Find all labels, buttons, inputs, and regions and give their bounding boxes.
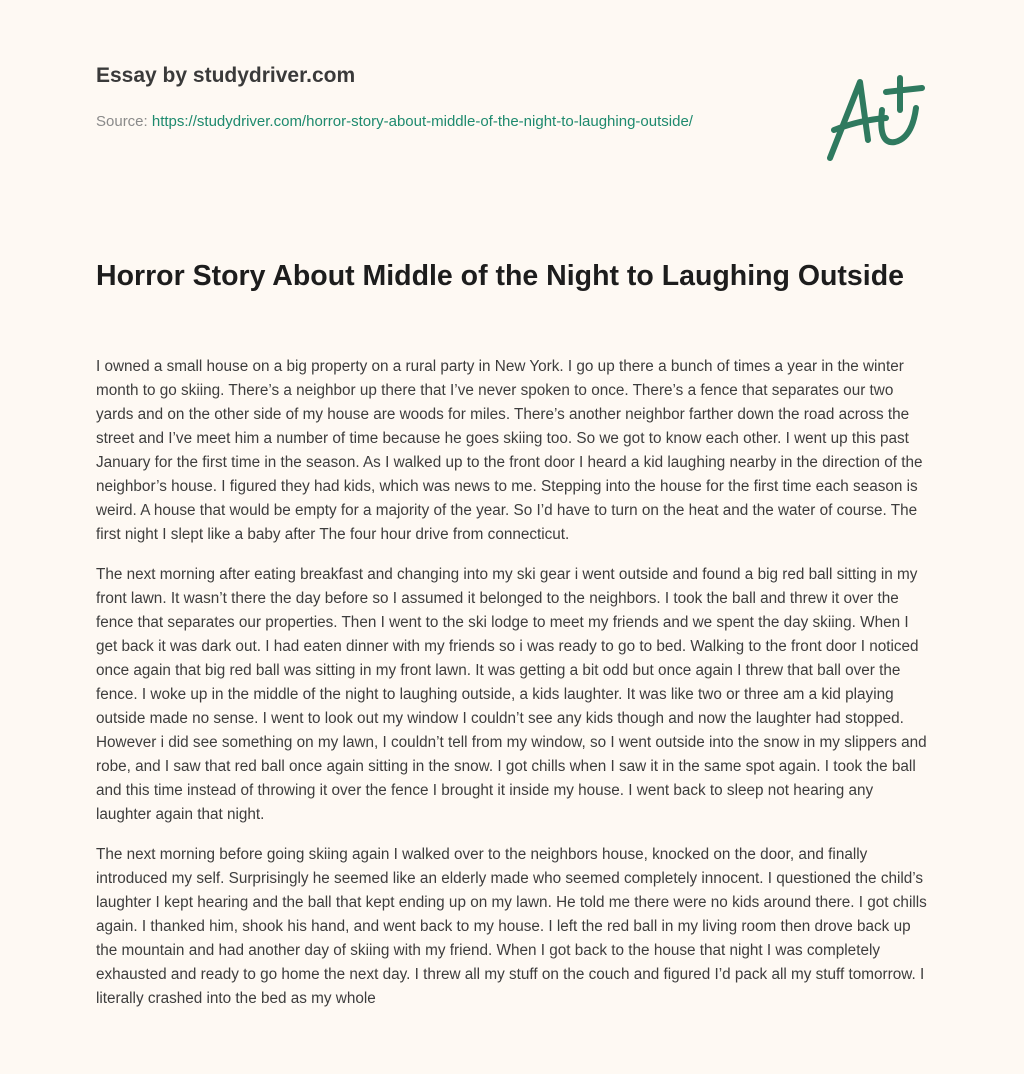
source-label: Source: — [96, 113, 148, 130]
source-line — [96, 110, 746, 134]
essay-paragraph: The next morning after eating breakfast and changing into my ski gear i went outside and found a big red ball sitting in my front lawn. It wasn’t there the day before so I assumed it belonged to the neighbors. I took the ball and threw it over the fence that separates our properties. Then I went to the ski lodge to meet my friends and we spent the day skiing. When I get back it was dark out. I had eaten dinner with my friends so i was ready to go to bed. Walking to the front door I noticed once again that big red ball was sitting in my front lawn. It was getting a bit odd but once again I threw that ball over the fence. I woke up in the middle of the night to laughing outside, a kids laughter. It was like two or three am a kid playing outside made no sense. I went to look out my window I couldn’t see any kids though and now the laughter had stopped. However i did see something on my lawn, I couldn’t tell from my window, so I went outside into the snow in my slippers and robe, and I saw that red ball once again sitting in the snow. I got chills when I saw it in the same spot again. I took the ball and this time instead of throwing it over the fence I brought it inside my house. I went back to sleep not hearing any laughter again that night. — [96, 566, 927, 823]
a-plus-logo-icon — [820, 70, 930, 165]
site-brand: Essay by studydriver.com — [96, 64, 356, 87]
essay-paragraph: I owned a small house on a big property on a rural party in New York. I go up there a bunch of times a year in the winter month to go skiing. There’s a neighbor up there that I’ve never spoken to once. There’s a fence that separates our two yards and on the other side of my house are woods for miles. There’s another neighbor farther down the road across the street and I’ve meet him a number of time because he goes skiing too. So we got to know each other. I went up this past January for the first time in the season. As I walked up to the front door I heard a kid laughing nearby in the direction of the neighbor’s house. I figured they had kids, which was news to me. Stepping into the house for the first time each season is weird. A house that would be empty for a majority of the year. So I’d have to turn on the heat and the water of course. The first night I slept like a baby after The four hour drive from connecticut. — [96, 358, 923, 543]
essay-body — [96, 355, 932, 1027]
source-link[interactable]: https://studydriver.com/horror-story-about-middle-of-the-night-to-laughing-outside/ — [151, 113, 693, 130]
essay-title: Horror Story About Middle of the Night to Laughing Outside — [96, 260, 904, 292]
essay-paragraph: The next morning before going skiing again I walked over to the neighbors house, knocked on the door, and finally introduced my self. Surprisingly he seemed like an elderly made who seemed completely innocent. I questioned the child’s laughter I kept hearing and the ball that kept ending up on my lawn. He told me there were no kids around there. I got chills again. I thanked him, shook his hand, and went back to my house. I left the red ball in my living room then drove back up the mountain and had another day of skiing with my friend. When I got back to the house that night I was completely exhausted and ready to go home the next day. I threw all my stuff on the couch and figured I’d pack all my stuff tomorrow. I literally crashed into the bed as my whole — [96, 846, 927, 1007]
